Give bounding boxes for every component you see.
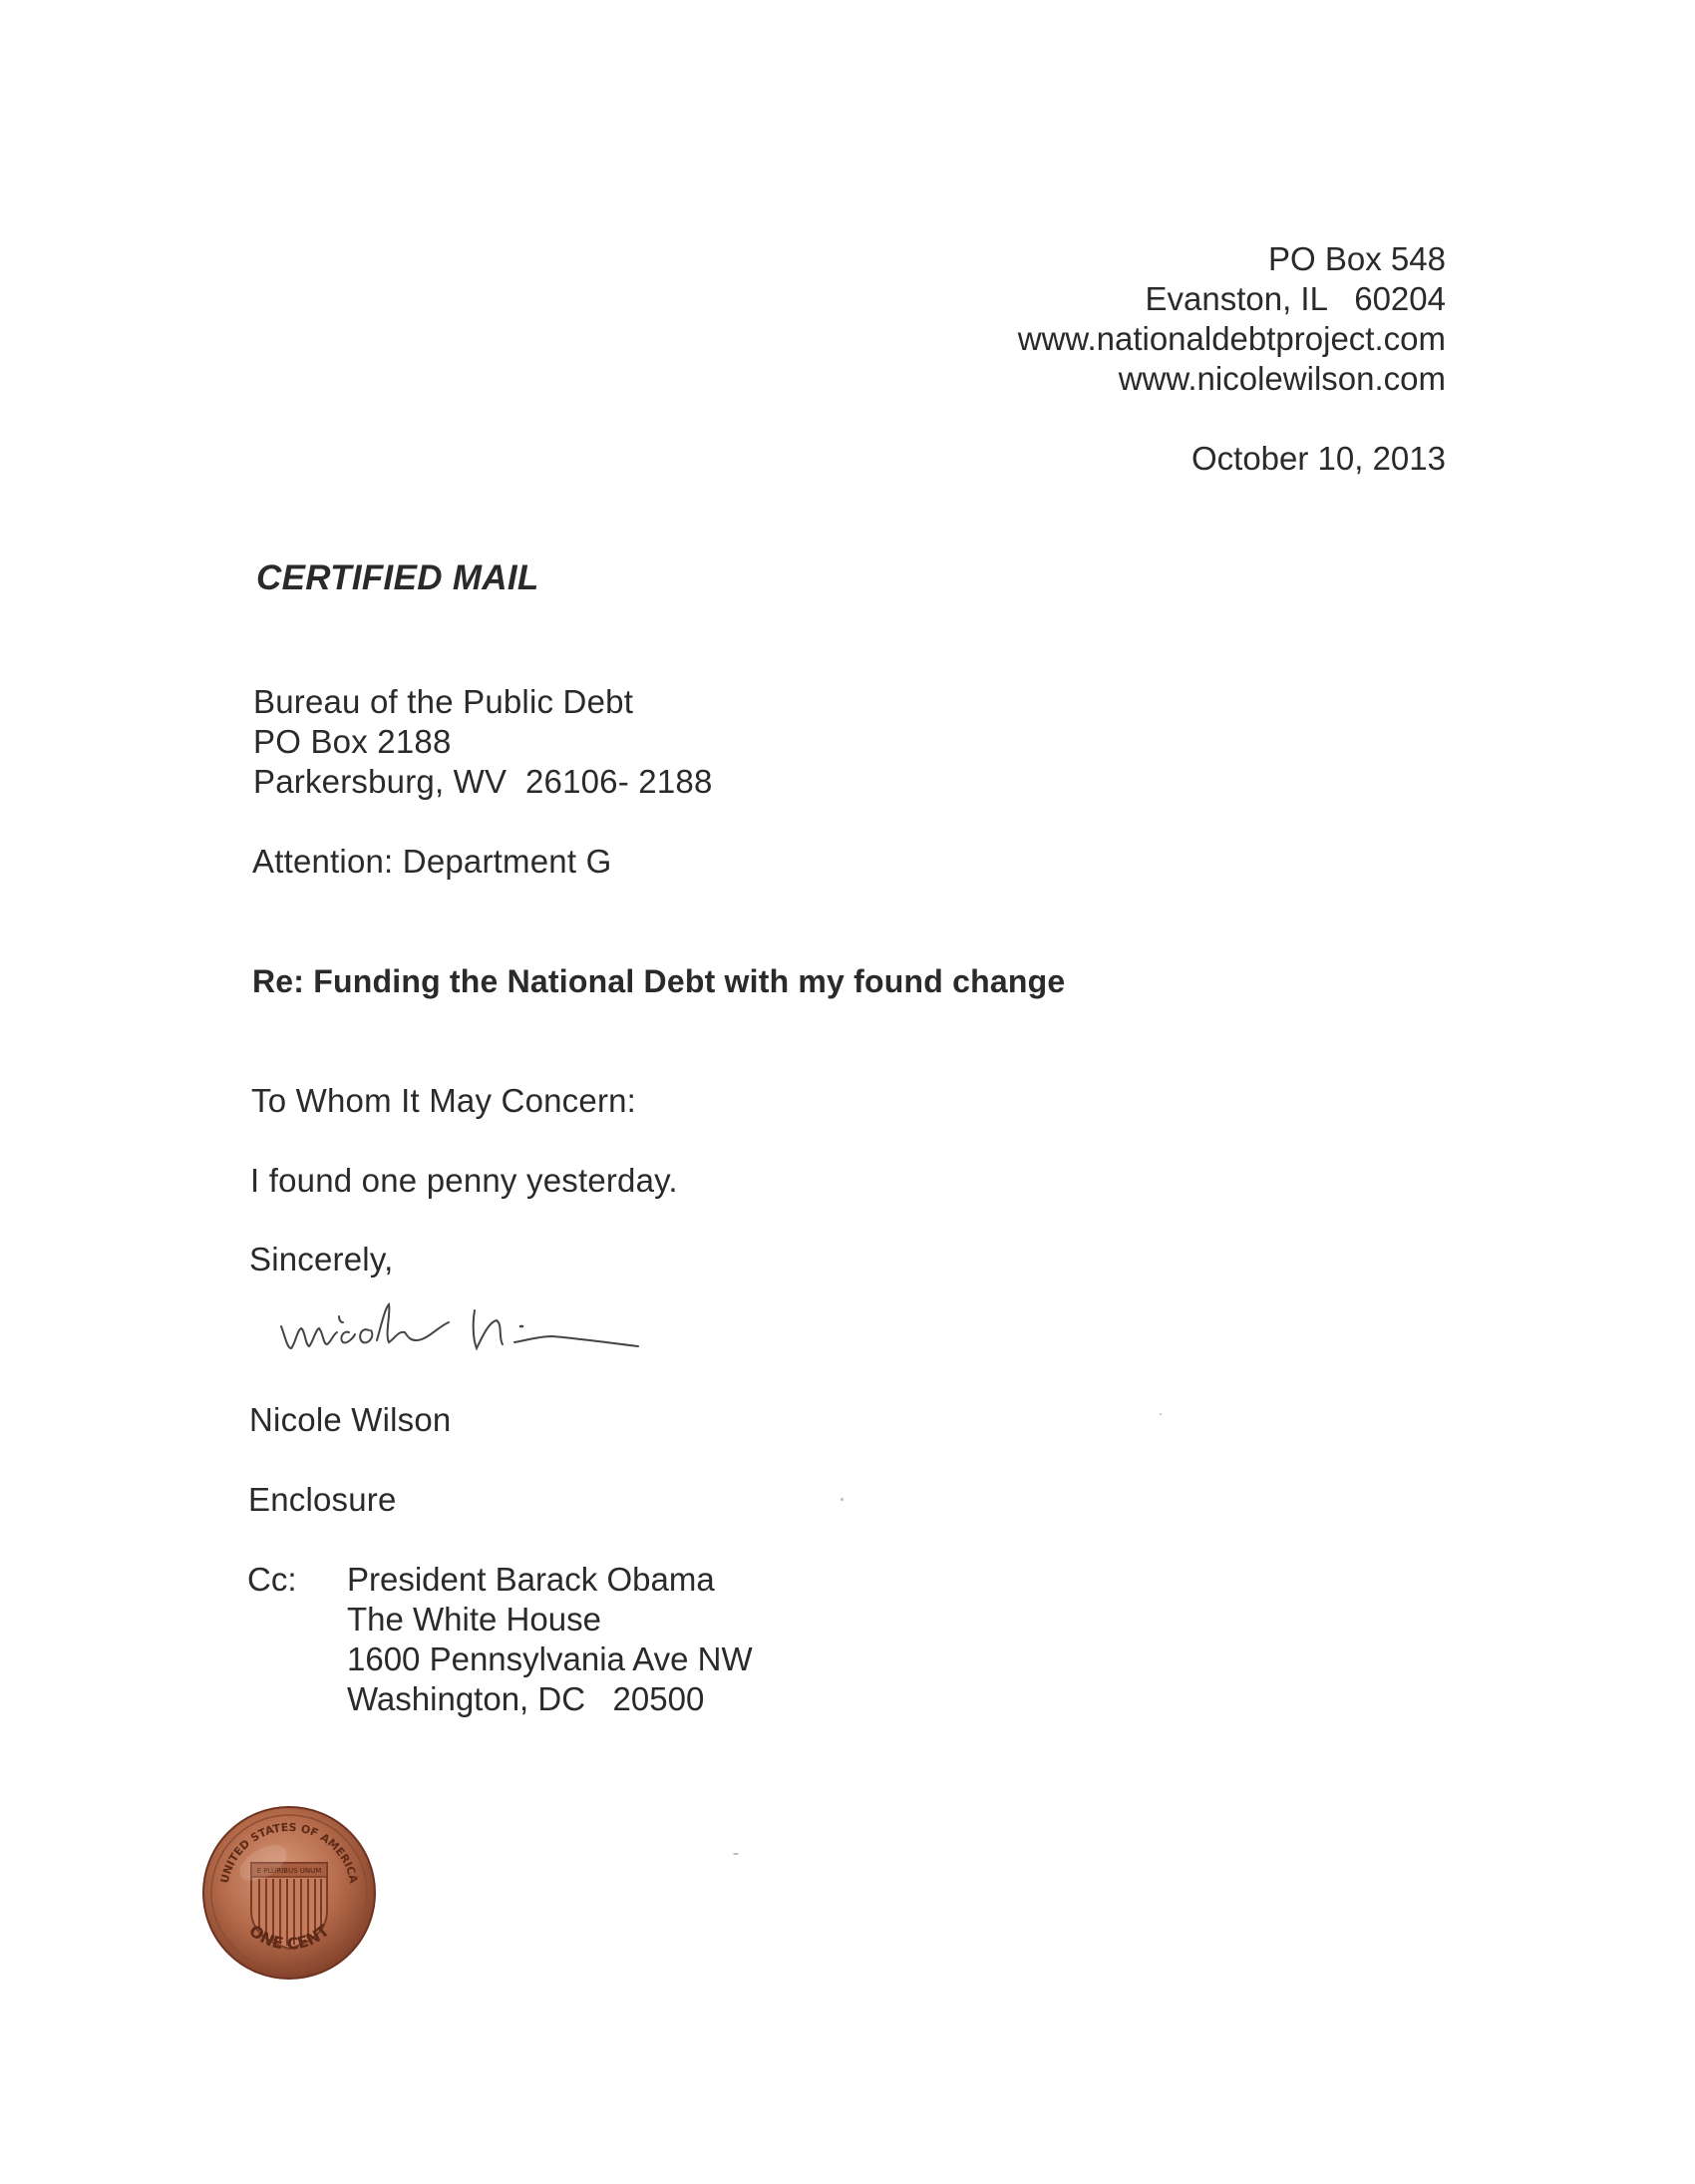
cc-street: 1600 Pennsylvania Ave NW <box>347 1640 753 1677</box>
attention-line: Attention: Department G <box>252 843 612 880</box>
scan-speck <box>733 1853 739 1855</box>
handwritten-signature <box>277 1286 656 1366</box>
salutation: To Whom It May Concern: <box>251 1082 637 1119</box>
date-text: October 10, 2013 <box>1190 440 1446 477</box>
cc-org: The White House <box>347 1601 601 1638</box>
sender-website-2[interactable]: www.nicolewilson.com <box>1118 360 1446 397</box>
body-text: I found one penny yesterday. <box>250 1162 678 1199</box>
cc-label: Cc: <box>247 1561 297 1598</box>
recipient-name: Bureau of the Public Debt <box>253 683 634 720</box>
enclosure-label: Enclosure <box>248 1481 397 1518</box>
penny-shield-text: E PLURIBUS UNUM <box>256 1867 322 1875</box>
scan-speck <box>841 1498 844 1501</box>
certified-mail-heading: CERTIFIED MAIL <box>256 558 539 597</box>
closing: Sincerely, <box>249 1241 394 1277</box>
penny-bottom-text: ONE CENT <box>245 1921 333 1954</box>
cc-recipient <box>347 1560 753 1719</box>
sender-city: Evanston, IL 60204 <box>1145 280 1446 317</box>
cc-name: President Barack Obama <box>347 1561 715 1598</box>
penny-coin-image <box>199 1803 379 1983</box>
sender-address <box>1018 239 1446 399</box>
scan-speck <box>1160 1413 1162 1415</box>
letter-date <box>1191 439 1446 479</box>
signer-name: Nicole Wilson <box>249 1401 452 1438</box>
recipient-city: Parkersburg, WV 26106- 2188 <box>253 763 713 800</box>
sender-po-box: PO Box 548 <box>1268 240 1446 277</box>
subject-line: Re: Funding the National Debt with my found change <box>252 963 1066 999</box>
recipient-po-box: PO Box 2188 <box>253 723 452 760</box>
cc-city: Washington, DC 20500 <box>347 1680 705 1717</box>
penny-top-text: UNITED STATES OF AMERICA <box>217 1820 361 1885</box>
sender-website-1[interactable]: www.nationaldebtproject.com <box>1017 320 1446 357</box>
